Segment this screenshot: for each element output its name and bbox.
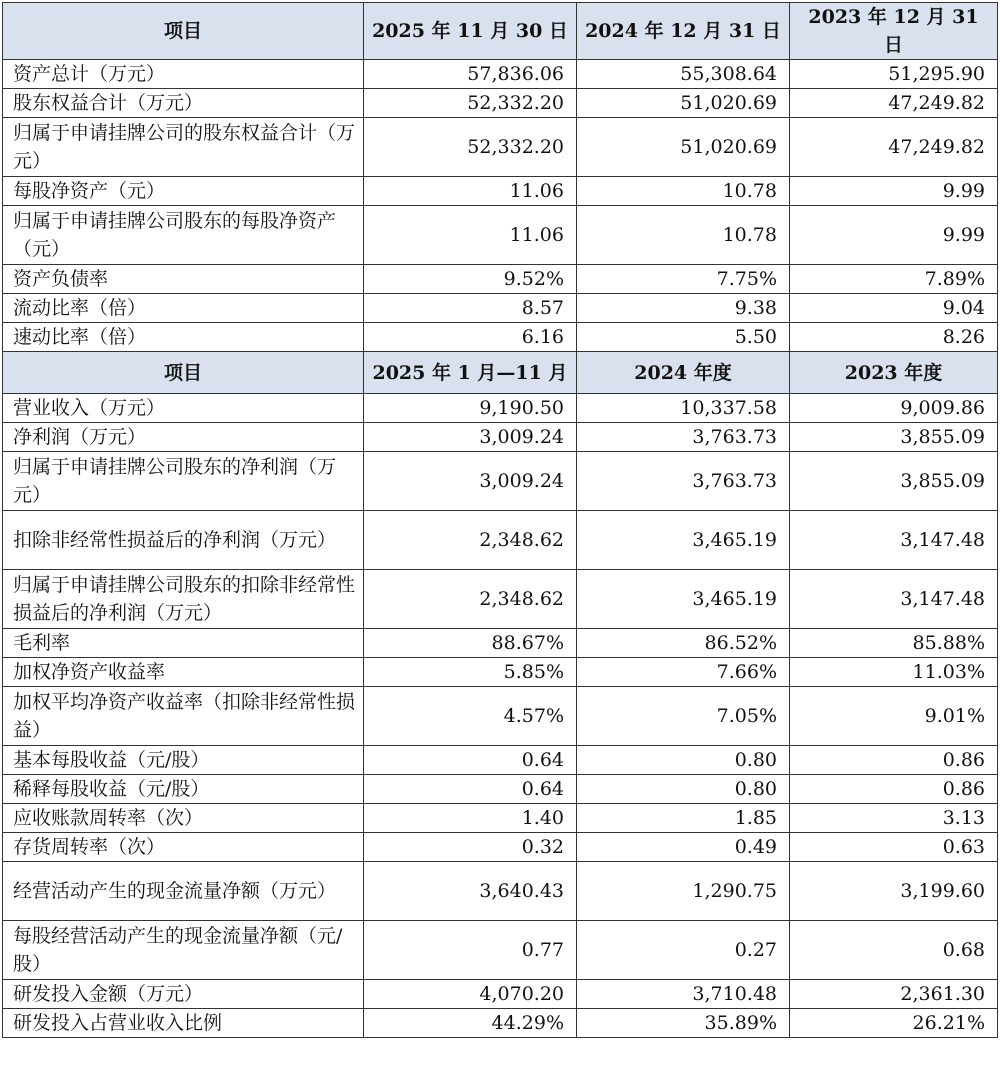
table-row [3,60,998,89]
cell-value: 4.57% [364,687,577,746]
cell-value: 51,020.69 [577,118,790,177]
balance-header-row [3,3,998,60]
cell-value: 0.77 [364,921,577,980]
cell-value: 85.88% [790,629,998,658]
table-row [3,833,998,862]
cell-value: 88.67% [364,629,577,658]
column-header: 2023 年 12 月 31 日 [790,3,998,60]
cell-value: 0.64 [364,775,577,804]
row-label: 营业收入（万元） [3,394,364,423]
cell-value: 5.50 [577,323,790,352]
cell-value: 0.63 [790,833,998,862]
cell-value: 52,332.20 [364,89,577,118]
table-row [3,452,998,511]
cell-value: 26.21% [790,1009,998,1038]
cell-value: 55,308.64 [577,60,790,89]
cell-value: 8.26 [790,323,998,352]
cell-value: 51,295.90 [790,60,998,89]
cell-value: 10.78 [577,206,790,265]
row-label: 稀释每股收益（元/股） [3,775,364,804]
cell-value: 9.99 [790,177,998,206]
row-label: 归属于申请挂牌公司股东的扣除非经常性损益后的净利润（万元） [3,570,364,629]
income-header-row [3,352,998,394]
cell-value: 44.29% [364,1009,577,1038]
table-row [3,511,998,570]
cell-value: 0.68 [790,921,998,980]
row-label: 每股净资产（元） [3,177,364,206]
financial-indicators-table [2,2,998,1038]
cell-value: 11.03% [790,658,998,687]
cell-value: 3,855.09 [790,423,998,452]
cell-value: 9,009.86 [790,394,998,423]
row-label: 每股经营活动产生的现金流量净额（元/股） [3,921,364,980]
table-row [3,775,998,804]
row-label: 存货周转率（次） [3,833,364,862]
cell-value: 0.80 [577,746,790,775]
cell-value: 3,465.19 [577,570,790,629]
row-label: 流动比率（倍） [3,294,364,323]
cell-value: 11.06 [364,206,577,265]
table-row [3,1009,998,1038]
row-label: 研发投入占营业收入比例 [3,1009,364,1038]
column-header: 项目 [3,3,364,60]
cell-value: 6.16 [364,323,577,352]
cell-value: 7.05% [577,687,790,746]
cell-value: 9.04 [790,294,998,323]
cell-value: 57,836.06 [364,60,577,89]
table-row [3,177,998,206]
cell-value: 7.75% [577,265,790,294]
table-row [3,980,998,1009]
row-label: 归属于申请挂牌公司股东的净利润（万元） [3,452,364,511]
cell-value: 3,763.73 [577,452,790,511]
table-row [3,921,998,980]
table-row [3,294,998,323]
table-row [3,206,998,265]
cell-value: 3,763.73 [577,423,790,452]
cell-value: 51,020.69 [577,89,790,118]
row-label: 资产总计（万元） [3,60,364,89]
cell-value: 11.06 [364,177,577,206]
cell-value: 10,337.58 [577,394,790,423]
cell-value: 8.57 [364,294,577,323]
row-label: 毛利率 [3,629,364,658]
table-row [3,629,998,658]
row-label: 研发投入金额（万元） [3,980,364,1009]
cell-value: 0.64 [364,746,577,775]
table-row [3,323,998,352]
row-label: 股东权益合计（万元） [3,89,364,118]
cell-value: 3,710.48 [577,980,790,1009]
cell-value: 2,348.62 [364,511,577,570]
table-row [3,423,998,452]
row-label: 基本每股收益（元/股） [3,746,364,775]
table-row [3,570,998,629]
row-label: 速动比率（倍） [3,323,364,352]
cell-value: 2,361.30 [790,980,998,1009]
cell-value: 0.86 [790,775,998,804]
table-row [3,804,998,833]
row-label: 加权平均净资产收益率（扣除非经常性损益） [3,687,364,746]
row-label: 资产负债率 [3,265,364,294]
cell-value: 9.52% [364,265,577,294]
cell-value: 7.89% [790,265,998,294]
cell-value: 1.85 [577,804,790,833]
cell-value: 0.80 [577,775,790,804]
row-label: 归属于申请挂牌公司股东的每股净资产（元） [3,206,364,265]
table-row [3,118,998,177]
column-header: 2024 年 12 月 31 日 [577,3,790,60]
cell-value: 5.85% [364,658,577,687]
cell-value: 0.49 [577,833,790,862]
cell-value: 3.13 [790,804,998,833]
cell-value: 10.78 [577,177,790,206]
row-label: 经营活动产生的现金流量净额（万元） [3,862,364,921]
row-label: 应收账款周转率（次） [3,804,364,833]
cell-value: 9.38 [577,294,790,323]
cell-value: 47,249.82 [790,89,998,118]
cell-value: 1.40 [364,804,577,833]
column-header: 2023 年度 [790,352,998,394]
table-row [3,687,998,746]
cell-value: 0.32 [364,833,577,862]
cell-value: 3,009.24 [364,452,577,511]
row-label: 扣除非经常性损益后的净利润（万元） [3,511,364,570]
cell-value: 3,009.24 [364,423,577,452]
cell-value: 3,855.09 [790,452,998,511]
cell-value: 3,640.43 [364,862,577,921]
table-row [3,862,998,921]
table-row [3,746,998,775]
cell-value: 0.86 [790,746,998,775]
cell-value: 9.99 [790,206,998,265]
row-label: 加权净资产收益率 [3,658,364,687]
table-row [3,394,998,423]
row-label: 净利润（万元） [3,423,364,452]
cell-value: 3,147.48 [790,570,998,629]
table-row [3,89,998,118]
row-label: 归属于申请挂牌公司的股东权益合计（万元） [3,118,364,177]
column-header: 项目 [3,352,364,394]
cell-value: 1,290.75 [577,862,790,921]
table-row [3,658,998,687]
cell-value: 35.89% [577,1009,790,1038]
cell-value: 3,465.19 [577,511,790,570]
table-row [3,265,998,294]
cell-value: 47,249.82 [790,118,998,177]
cell-value: 52,332.20 [364,118,577,177]
cell-value: 7.66% [577,658,790,687]
column-header: 2025 年 11 月 30 日 [364,3,577,60]
column-header: 2025 年 1 月—11 月 [364,352,577,394]
column-header: 2024 年度 [577,352,790,394]
cell-value: 0.27 [577,921,790,980]
cell-value: 2,348.62 [364,570,577,629]
cell-value: 86.52% [577,629,790,658]
cell-value: 9,190.50 [364,394,577,423]
cell-value: 3,199.60 [790,862,998,921]
cell-value: 4,070.20 [364,980,577,1009]
cell-value: 9.01% [790,687,998,746]
cell-value: 3,147.48 [790,511,998,570]
